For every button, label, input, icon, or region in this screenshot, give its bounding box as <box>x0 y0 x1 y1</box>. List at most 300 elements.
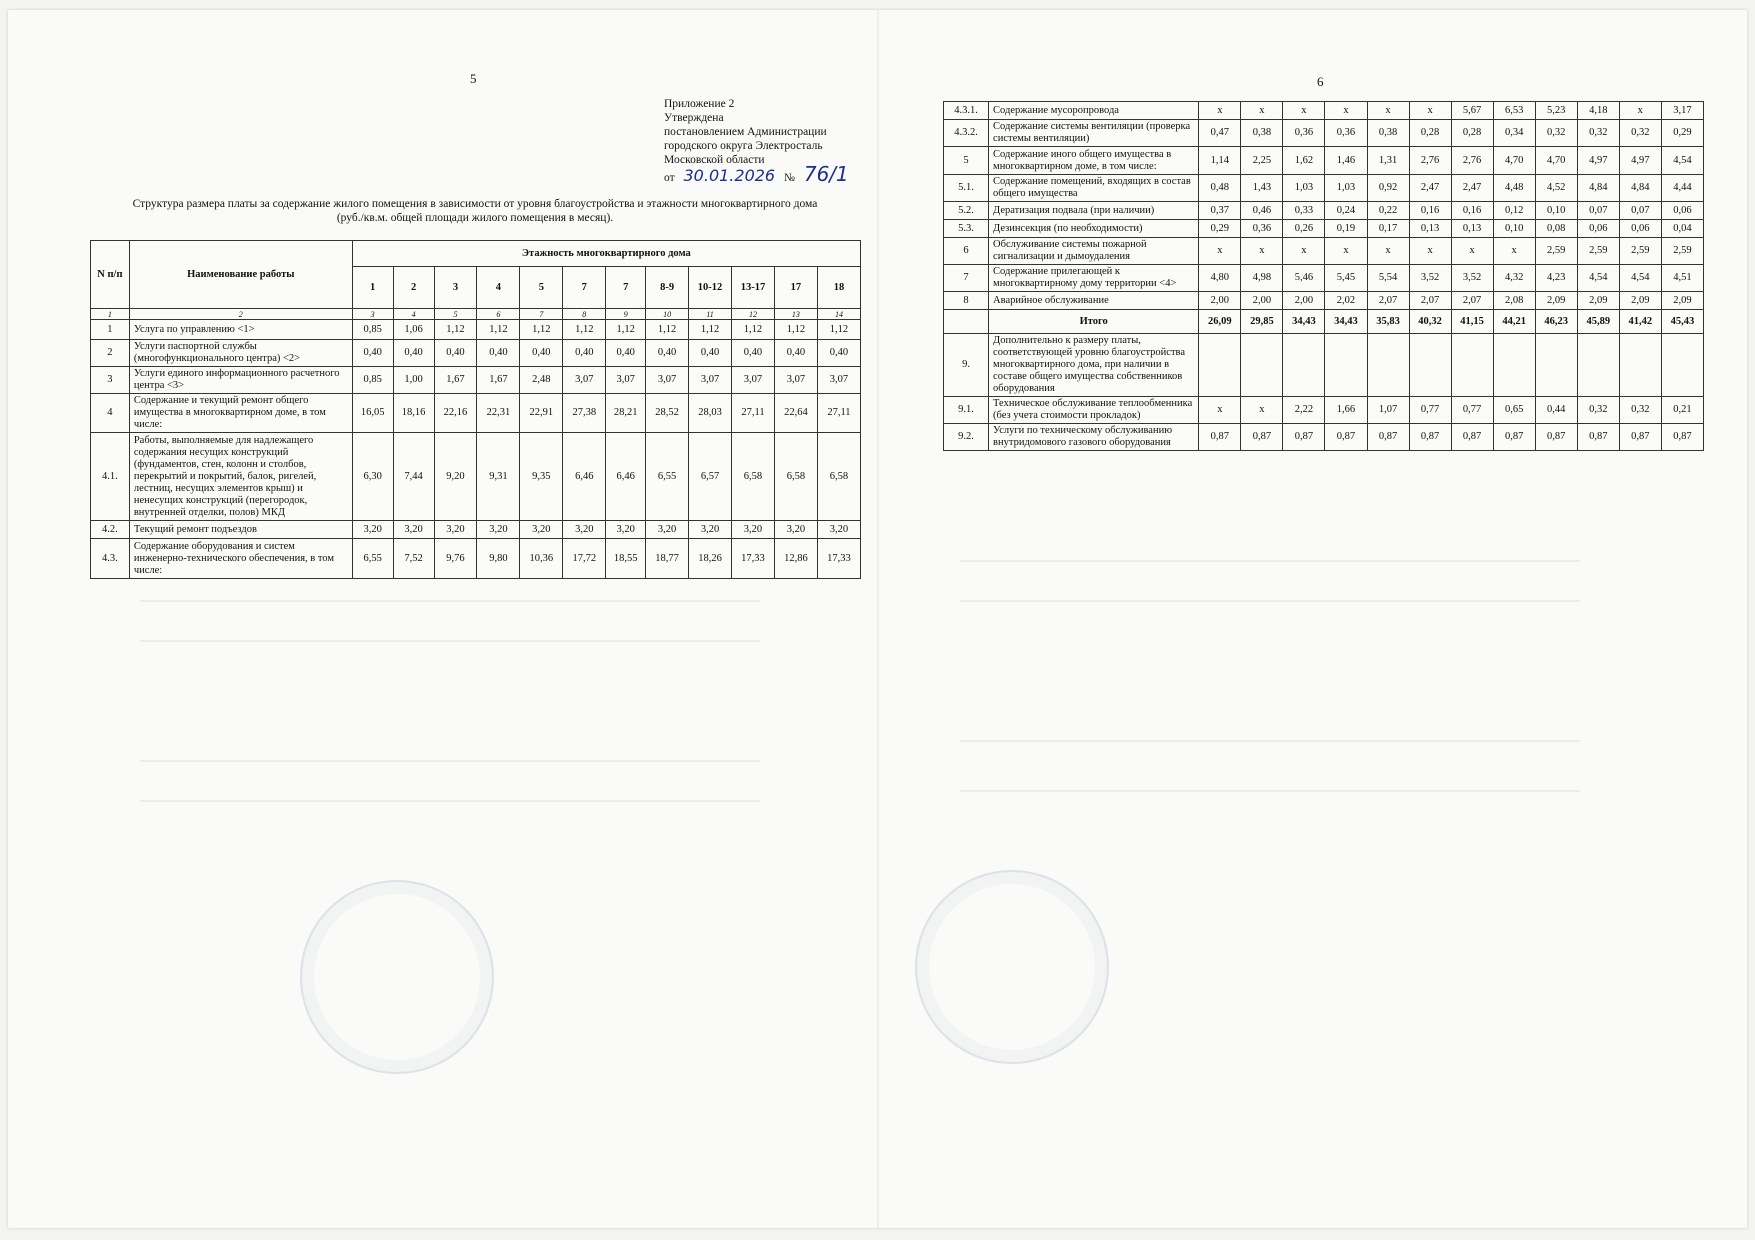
value-cell: 0,87 <box>1535 424 1577 451</box>
column-index-cell: 7 <box>520 309 563 320</box>
row-name-cell: Содержание мусоропровода <box>989 102 1199 120</box>
value-cell: 0,32 <box>1535 120 1577 147</box>
title-subline: (руб./кв.м. общей площади жилого помещения в месяц). <box>336 212 614 224</box>
value-cell: 4,44 <box>1661 175 1703 202</box>
value-cell: 3,20 <box>563 521 606 539</box>
value-cell: 5,54 <box>1367 265 1409 292</box>
row-name-cell: Содержание системы вентиляции (проверка системы вентиляции) <box>989 120 1199 147</box>
row-name-cell: Содержание прилегающей к многоквартирному дому территории <4> <box>989 265 1199 292</box>
row-number-cell: 3 <box>91 367 130 394</box>
bleed-line <box>960 560 1580 562</box>
bleed-line <box>140 600 760 602</box>
value-cell: 3,20 <box>774 521 817 539</box>
value-cell: 0,87 <box>1199 424 1241 451</box>
value-cell: 1,12 <box>477 320 520 340</box>
row-name-cell: Дополнительно к размеру платы, соответствующей уровню благоустройства многоквартирного дома, при наличии в составе общего имущества собственников оборудования <box>989 334 1199 397</box>
appendix-line: городского округа Электросталь <box>664 140 823 152</box>
value-cell: 0,32 <box>1577 397 1619 424</box>
value-cell <box>1241 334 1283 397</box>
value-cell: 5,67 <box>1451 102 1493 120</box>
column-index-cell: 6 <box>477 309 520 320</box>
floor-header-cell: 17 <box>774 267 817 309</box>
value-cell: 0,06 <box>1577 220 1619 238</box>
value-cell: х <box>1325 238 1367 265</box>
value-cell: 4,48 <box>1493 175 1535 202</box>
value-cell: 0,87 <box>1367 424 1409 451</box>
bleed-line <box>140 800 760 802</box>
row-number-cell: 9. <box>944 334 989 397</box>
value-cell: 3,07 <box>732 367 775 394</box>
handwritten-number: 76/1 <box>803 162 849 186</box>
row-number-cell: 9.2. <box>944 424 989 451</box>
value-cell: 0,22 <box>1367 202 1409 220</box>
value-cell: 2,07 <box>1367 292 1409 310</box>
value-cell: 2,59 <box>1535 238 1577 265</box>
value-cell: 29,85 <box>1241 310 1283 334</box>
value-cell: 22,64 <box>774 394 817 433</box>
row-number-cell: 2 <box>91 340 130 367</box>
floor-header-cell: 7 <box>563 267 606 309</box>
page-number-left: 5 <box>470 71 477 86</box>
value-cell: 0,04 <box>1661 220 1703 238</box>
value-cell: 0,08 <box>1535 220 1577 238</box>
value-cell: 0,77 <box>1409 397 1451 424</box>
value-cell: 3,20 <box>689 521 732 539</box>
value-cell: 2,59 <box>1619 238 1661 265</box>
value-cell: 0,65 <box>1493 397 1535 424</box>
value-cell <box>1409 334 1451 397</box>
value-cell <box>1577 334 1619 397</box>
value-cell: 2,09 <box>1619 292 1661 310</box>
page-fold <box>877 10 879 1228</box>
value-cell: 45,43 <box>1661 310 1703 334</box>
value-cell: 0,46 <box>1241 202 1283 220</box>
value-cell: 0,37 <box>1199 202 1241 220</box>
appendix-line: Приложение 2 <box>664 98 735 110</box>
value-cell: 3,17 <box>1661 102 1703 120</box>
value-cell: 4,70 <box>1535 147 1577 175</box>
value-cell: 0,85 <box>352 367 393 394</box>
value-cell: 0,33 <box>1283 202 1325 220</box>
value-cell: 0,38 <box>1367 120 1409 147</box>
value-cell: 0,26 <box>1283 220 1325 238</box>
column-index-cell: 3 <box>352 309 393 320</box>
value-cell <box>1619 334 1661 397</box>
table-row <box>91 433 861 521</box>
value-cell: 0,36 <box>1325 120 1367 147</box>
value-cell: 7,44 <box>393 433 434 521</box>
value-cell: 4,97 <box>1619 147 1661 175</box>
value-cell: 2,00 <box>1283 292 1325 310</box>
value-cell: 6,58 <box>732 433 775 521</box>
header-floor-group: Этажность многоквартирного дома <box>352 241 860 267</box>
column-index-cell: 11 <box>689 309 732 320</box>
value-cell: 6,58 <box>817 433 860 521</box>
value-cell: х <box>1241 102 1283 120</box>
value-cell: 9,31 <box>477 433 520 521</box>
value-cell: 1,03 <box>1325 175 1367 202</box>
value-cell: 17,33 <box>817 539 860 579</box>
value-cell: 9,20 <box>434 433 477 521</box>
appendix-line: Московской области <box>664 154 765 166</box>
handwritten-date: 30.01.2026 <box>683 166 776 185</box>
value-cell: 0,40 <box>477 340 520 367</box>
value-cell: 22,91 <box>520 394 563 433</box>
value-cell: 2,00 <box>1199 292 1241 310</box>
value-cell: 34,43 <box>1325 310 1367 334</box>
floor-header-cell: 13-17 <box>732 267 775 309</box>
column-index-cell: 10 <box>646 309 689 320</box>
value-cell: х <box>1283 238 1325 265</box>
value-cell: 3,20 <box>393 521 434 539</box>
floor-header-cell: 1 <box>352 267 393 309</box>
value-cell: 3,20 <box>477 521 520 539</box>
value-cell: 0,16 <box>1451 202 1493 220</box>
value-cell: 0,40 <box>352 340 393 367</box>
value-cell: 2,47 <box>1409 175 1451 202</box>
value-cell: 2,09 <box>1577 292 1619 310</box>
value-cell: х <box>1241 238 1283 265</box>
column-index-cell: 13 <box>774 309 817 320</box>
row-name-cell: Содержание иного общего имущества в многоквартирном доме, в том числе: <box>989 147 1199 175</box>
floor-header-cell: 10-12 <box>689 267 732 309</box>
value-cell: 6,58 <box>774 433 817 521</box>
value-cell: 40,32 <box>1409 310 1451 334</box>
value-cell <box>1493 334 1535 397</box>
row-number-cell: 9.1. <box>944 397 989 424</box>
column-index-row <box>91 309 861 320</box>
bleed-line <box>960 740 1580 742</box>
value-cell: 41,15 <box>1451 310 1493 334</box>
value-cell <box>1199 334 1241 397</box>
value-cell: 3,20 <box>606 521 646 539</box>
value-cell: х <box>1283 102 1325 120</box>
column-index-cell: 9 <box>606 309 646 320</box>
value-cell: 0,28 <box>1409 120 1451 147</box>
value-cell: 3,07 <box>646 367 689 394</box>
value-cell: 0,13 <box>1451 220 1493 238</box>
table-row <box>944 397 1704 424</box>
value-cell: 3,20 <box>352 521 393 539</box>
value-cell: 18,55 <box>606 539 646 579</box>
appendix-line: постановлением Администрации <box>664 126 827 138</box>
value-cell: 9,76 <box>434 539 477 579</box>
value-cell: 4,97 <box>1577 147 1619 175</box>
value-cell: 3,52 <box>1451 265 1493 292</box>
floor-header-cell: 8-9 <box>646 267 689 309</box>
value-cell: х <box>1409 102 1451 120</box>
value-cell: 3,20 <box>520 521 563 539</box>
value-cell: 5,45 <box>1325 265 1367 292</box>
value-cell: 0,40 <box>689 340 732 367</box>
value-cell: 0,32 <box>1619 120 1661 147</box>
value-cell: х <box>1199 397 1241 424</box>
value-cell: 0,87 <box>1241 424 1283 451</box>
value-cell: 0,24 <box>1325 202 1367 220</box>
row-number-cell: 6 <box>944 238 989 265</box>
value-cell: 1,12 <box>606 320 646 340</box>
value-cell: 22,31 <box>477 394 520 433</box>
value-cell: 1,12 <box>646 320 689 340</box>
table-row <box>944 175 1704 202</box>
value-cell: 0,40 <box>563 340 606 367</box>
row-name-cell: Содержание оборудования и систем инженерно-технического обеспечения, в том числе: <box>129 539 352 579</box>
value-cell: 4,84 <box>1619 175 1661 202</box>
value-cell: 1,12 <box>817 320 860 340</box>
appendix-block <box>664 97 864 185</box>
value-cell <box>1535 334 1577 397</box>
value-cell: 4,51 <box>1661 265 1703 292</box>
value-cell: 0,32 <box>1619 397 1661 424</box>
fee-structure-table-left <box>90 240 861 579</box>
value-cell: 0,92 <box>1367 175 1409 202</box>
table-row <box>944 238 1704 265</box>
row-number-cell: 5 <box>944 147 989 175</box>
value-cell: 4,54 <box>1619 265 1661 292</box>
value-cell <box>1367 334 1409 397</box>
floor-header-cell: 7 <box>606 267 646 309</box>
row-name-cell: Текущий ремонт подъездов <box>129 521 352 539</box>
value-cell: 0,21 <box>1661 397 1703 424</box>
value-cell: 7,52 <box>393 539 434 579</box>
value-cell: 0,40 <box>434 340 477 367</box>
value-cell: 3,20 <box>817 521 860 539</box>
value-cell: 2,09 <box>1661 292 1703 310</box>
value-cell: 1,62 <box>1283 147 1325 175</box>
row-number-cell <box>944 310 989 334</box>
value-cell: 4,80 <box>1199 265 1241 292</box>
value-cell: 0,87 <box>1409 424 1451 451</box>
value-cell: 3,07 <box>774 367 817 394</box>
header-num: N п/п <box>91 241 130 309</box>
table-row <box>91 340 861 367</box>
value-cell: 3,20 <box>434 521 477 539</box>
value-cell: 0,10 <box>1493 220 1535 238</box>
value-cell: 12,86 <box>774 539 817 579</box>
table-row <box>944 334 1704 397</box>
value-cell: 27,11 <box>817 394 860 433</box>
value-cell: 0,06 <box>1661 202 1703 220</box>
value-cell: 17,33 <box>732 539 775 579</box>
table-row <box>91 320 861 340</box>
value-cell: 0,19 <box>1325 220 1367 238</box>
value-cell: 2,09 <box>1535 292 1577 310</box>
value-cell: 0,12 <box>1493 202 1535 220</box>
row-number-cell: 4.1. <box>91 433 130 521</box>
row-name-cell: Услуги единого информационного расчетного центра <3> <box>129 367 352 394</box>
table-row <box>91 394 861 433</box>
column-index-cell: 4 <box>393 309 434 320</box>
table-row <box>944 102 1704 120</box>
value-cell: 9,35 <box>520 433 563 521</box>
value-cell: 4,70 <box>1493 147 1535 175</box>
value-cell: 2,02 <box>1325 292 1367 310</box>
value-cell: 5,46 <box>1283 265 1325 292</box>
value-cell: 27,11 <box>732 394 775 433</box>
row-number-cell: 5.3. <box>944 220 989 238</box>
value-cell: 0,87 <box>1619 424 1661 451</box>
value-cell: 6,57 <box>689 433 732 521</box>
value-cell: 0,77 <box>1451 397 1493 424</box>
row-number-cell: 4.3.1. <box>944 102 989 120</box>
value-cell: 0,40 <box>520 340 563 367</box>
value-cell: 4,84 <box>1577 175 1619 202</box>
row-name-cell: Дезинсекция (по необходимости) <box>989 220 1199 238</box>
value-cell: 2,76 <box>1451 147 1493 175</box>
value-cell: х <box>1619 102 1661 120</box>
value-cell: 0,85 <box>352 320 393 340</box>
value-cell: 0,40 <box>774 340 817 367</box>
value-cell: 2,00 <box>1241 292 1283 310</box>
value-cell: 0,87 <box>1493 424 1535 451</box>
value-cell: 3,07 <box>606 367 646 394</box>
value-cell: 17,72 <box>563 539 606 579</box>
value-cell: 3,20 <box>646 521 689 539</box>
value-cell: 18,16 <box>393 394 434 433</box>
value-cell: 0,40 <box>817 340 860 367</box>
bleed-line <box>140 760 760 762</box>
value-cell: х <box>1325 102 1367 120</box>
value-cell: 0,40 <box>393 340 434 367</box>
value-cell: 0,07 <box>1619 202 1661 220</box>
bleed-line <box>960 790 1580 792</box>
value-cell: 46,23 <box>1535 310 1577 334</box>
value-cell: 0,10 <box>1535 202 1577 220</box>
value-cell <box>1283 334 1325 397</box>
value-cell: 1,07 <box>1367 397 1409 424</box>
floor-header-cell: 3 <box>434 267 477 309</box>
value-cell: 0,40 <box>606 340 646 367</box>
value-cell: 22,16 <box>434 394 477 433</box>
value-cell: 0,87 <box>1661 424 1703 451</box>
value-cell: 2,59 <box>1661 238 1703 265</box>
value-cell: 0,36 <box>1283 120 1325 147</box>
column-index-cell: 2 <box>129 309 352 320</box>
row-name-cell: Дератизация подвала (при наличии) <box>989 202 1199 220</box>
row-name-cell: Содержание помещений, входящих в состав общего имущества <box>989 175 1199 202</box>
fee-structure-table-right <box>943 101 1704 451</box>
value-cell: 0,40 <box>732 340 775 367</box>
table-row <box>91 367 861 394</box>
value-cell: 0,48 <box>1199 175 1241 202</box>
table-row <box>944 220 1704 238</box>
row-name-cell: Услуги по техническому обслуживанию внутридомового газового оборудования <box>989 424 1199 451</box>
value-cell: 34,43 <box>1283 310 1325 334</box>
document-title <box>90 197 860 225</box>
appendix-date-line <box>664 162 864 186</box>
value-cell: 1,14 <box>1199 147 1241 175</box>
value-cell: 0,13 <box>1409 220 1451 238</box>
value-cell: 4,98 <box>1241 265 1283 292</box>
value-cell: 0,34 <box>1493 120 1535 147</box>
table-row <box>944 292 1704 310</box>
value-cell: 4,32 <box>1493 265 1535 292</box>
value-cell: 0,87 <box>1451 424 1493 451</box>
value-cell: 6,53 <box>1493 102 1535 120</box>
value-cell: 0,87 <box>1283 424 1325 451</box>
row-name-cell: Работы, выполняемые для надлежащего содержания несущих конструкций (фундаментов, стен, колонн и столбов, перекрытий и покрытий, балок, ригелей, лестниц, несущих элементов крыш) и ненесущих конструкций (перегородок, внутренней отделки, полов) МКД <box>129 433 352 521</box>
value-cell: 1,12 <box>434 320 477 340</box>
row-number-cell: 7 <box>944 265 989 292</box>
value-cell: 6,46 <box>606 433 646 521</box>
row-name-cell: Итого <box>989 310 1199 334</box>
row-number-cell: 4 <box>91 394 130 433</box>
value-cell: 0,87 <box>1577 424 1619 451</box>
table-row <box>944 310 1704 334</box>
value-cell: 2,22 <box>1283 397 1325 424</box>
value-cell: 0,16 <box>1409 202 1451 220</box>
value-cell: 3,52 <box>1409 265 1451 292</box>
value-cell: 0,28 <box>1451 120 1493 147</box>
value-cell: х <box>1367 238 1409 265</box>
value-cell: х <box>1199 102 1241 120</box>
value-cell: 6,55 <box>646 433 689 521</box>
value-cell: х <box>1409 238 1451 265</box>
value-cell: 0,06 <box>1619 220 1661 238</box>
title-line: Структура размера платы за содержание жилого помещения в зависимости от уровня благоустройства и этажности многоквартирного дома <box>132 198 818 210</box>
value-cell: 3,07 <box>563 367 606 394</box>
value-cell: 28,21 <box>606 394 646 433</box>
column-index-cell: 5 <box>434 309 477 320</box>
value-cell: 4,54 <box>1577 265 1619 292</box>
value-cell: х <box>1493 238 1535 265</box>
value-cell: 1,12 <box>520 320 563 340</box>
value-cell: 10,36 <box>520 539 563 579</box>
row-name-cell: Аварийное обслуживание <box>989 292 1199 310</box>
row-name-cell: Техническое обслуживание теплообменника (без учета стоимости прокладок) <box>989 397 1199 424</box>
value-cell: 0,29 <box>1199 220 1241 238</box>
floor-header-cell: 2 <box>393 267 434 309</box>
table-row <box>944 120 1704 147</box>
value-cell: 0,36 <box>1241 220 1283 238</box>
value-cell: 5,23 <box>1535 102 1577 120</box>
value-cell: 18,26 <box>689 539 732 579</box>
value-cell: 28,03 <box>689 394 732 433</box>
value-cell: 1,31 <box>1367 147 1409 175</box>
value-cell: 16,05 <box>352 394 393 433</box>
value-cell: 1,46 <box>1325 147 1367 175</box>
value-cell: 1,12 <box>732 320 775 340</box>
column-index-cell: 14 <box>817 309 860 320</box>
value-cell: 4,18 <box>1577 102 1619 120</box>
value-cell: 1,00 <box>393 367 434 394</box>
table-row <box>91 539 861 579</box>
value-cell: 0,32 <box>1577 120 1619 147</box>
value-cell: 2,59 <box>1577 238 1619 265</box>
value-cell: 4,23 <box>1535 265 1577 292</box>
row-number-cell: 4.3. <box>91 539 130 579</box>
value-cell: 3,07 <box>689 367 732 394</box>
row-name-cell: Услуги паспортной службы (многофункционального центра) <2> <box>129 340 352 367</box>
value-cell: 45,89 <box>1577 310 1619 334</box>
table-row <box>91 521 861 539</box>
value-cell: 1,67 <box>477 367 520 394</box>
row-number-cell: 5.2. <box>944 202 989 220</box>
floor-header-cell: 18 <box>817 267 860 309</box>
row-number-cell: 5.1. <box>944 175 989 202</box>
value-cell <box>1451 334 1493 397</box>
value-cell <box>1325 334 1367 397</box>
value-cell: 41,42 <box>1619 310 1661 334</box>
value-cell: 2,48 <box>520 367 563 394</box>
seal-stamp-right <box>915 870 1109 1064</box>
value-cell: 1,12 <box>774 320 817 340</box>
row-number-cell: 8 <box>944 292 989 310</box>
value-cell: 6,55 <box>352 539 393 579</box>
row-name-cell: Обслуживание системы пожарной сигнализации и дымоудаления <box>989 238 1199 265</box>
seal-stamp-left <box>300 880 494 1074</box>
value-cell: 2,25 <box>1241 147 1283 175</box>
